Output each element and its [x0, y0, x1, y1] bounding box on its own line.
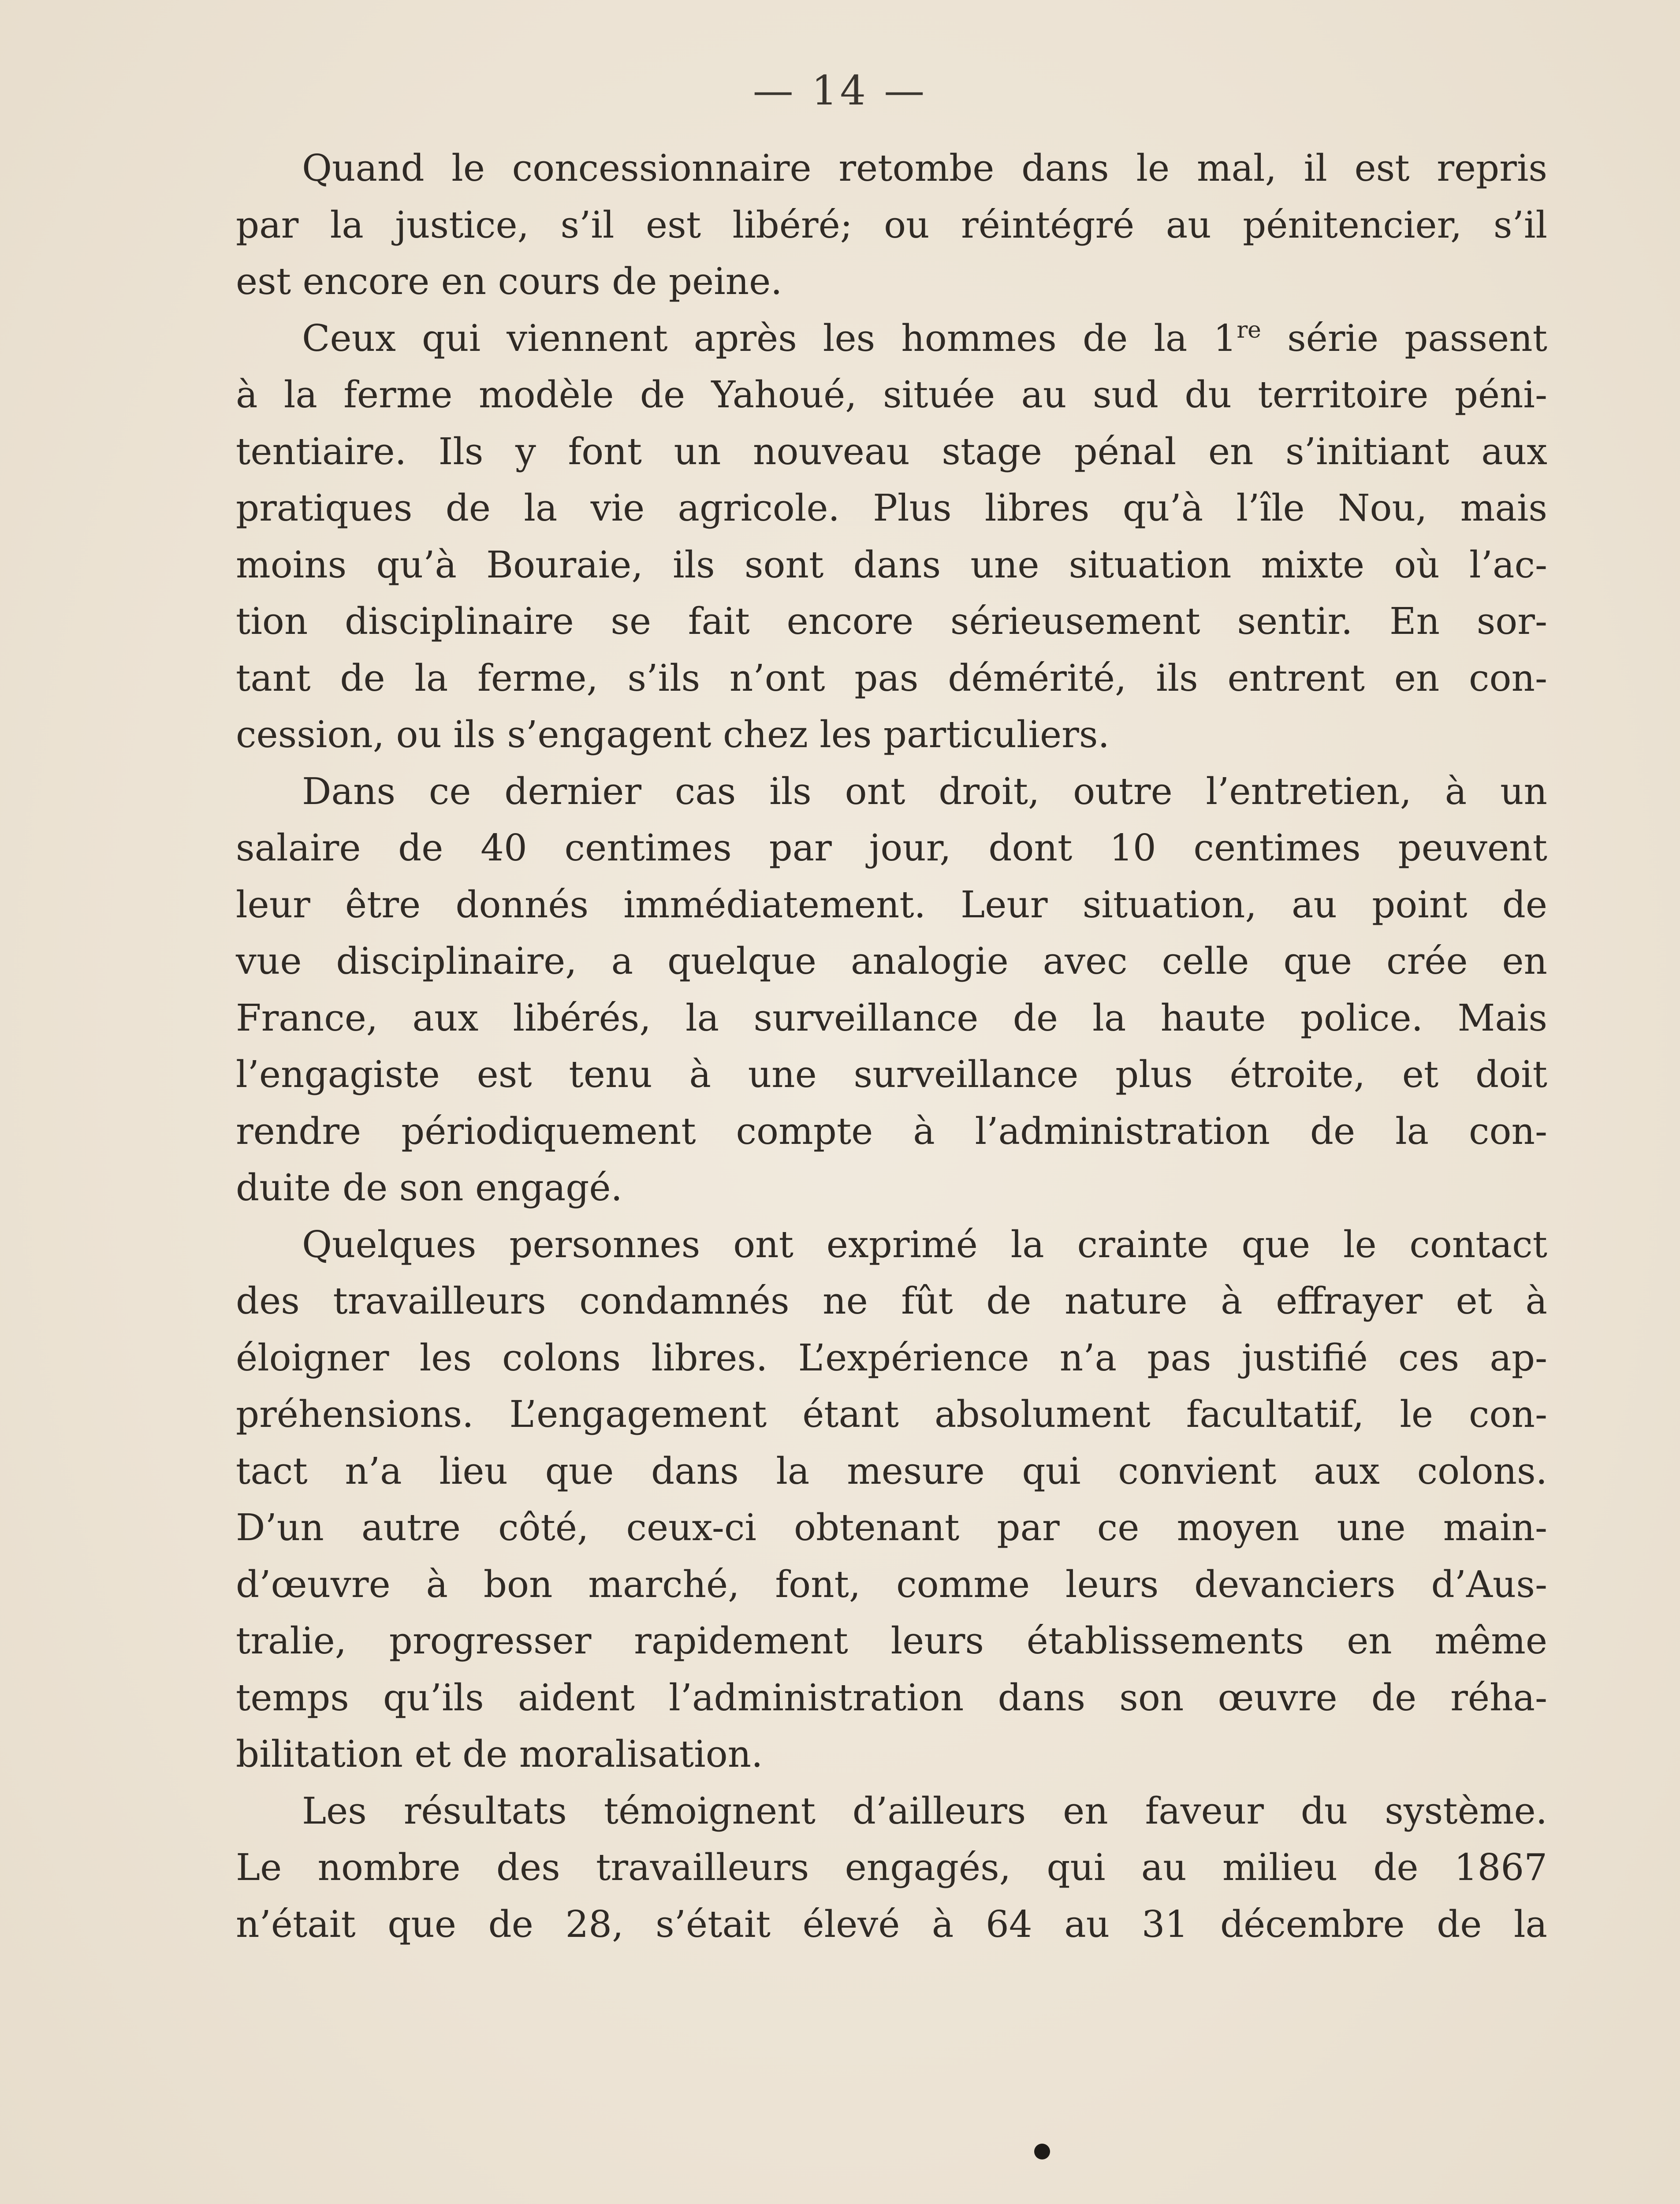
- text-segment: Ceux qui viennent après les hommes de la 1: [302, 316, 1237, 360]
- text-line: tact n’a lieu que dans la mesure qui convient aux colons.: [236, 1449, 1547, 1493]
- text-line: bilitation et de moralisation.: [236, 1733, 763, 1776]
- body-text: [236, 140, 1547, 1953]
- text-line: pratiques de la vie agricole. Plus libres qu’à l’île Nou, mais: [236, 487, 1547, 529]
- text-line: Quand le concessionnaire retombe dans le mal, il est repris: [302, 147, 1547, 190]
- text-line: D’un autre côté, ceux-ci obtenant par ce moyen une main-: [236, 1506, 1547, 1549]
- text-line: Le nombre des travailleurs engagés, qui au milieu de 1867: [236, 1846, 1547, 1889]
- text-line: salaire de 40 centimes par jour, dont 10 centimes peuvent: [236, 826, 1547, 869]
- text-line: préhensions. L’engagement étant absolument facultatif, le con-: [236, 1393, 1547, 1436]
- text-line: France, aux libérés, la surveillance de la haute police. Mais: [236, 996, 1547, 1039]
- text-line: tentiaire. Ils y font un nouveau stage pénal en s’initiant aux: [236, 430, 1547, 473]
- text-line: par la justice, s’il est libéré; ou réintégré au pénitencier, s’il: [236, 203, 1547, 246]
- text-line: temps qu’ils aident l’administration dans son œuvre de réha-: [236, 1676, 1547, 1719]
- text-line: d’œuvre à bon marché, font, comme leurs devanciers d’Aus-: [236, 1563, 1547, 1606]
- text-line: vue disciplinaire, a quelque analogie avec celle que crée en: [236, 940, 1547, 983]
- text-line: l’engagiste est tenu à une surveillance plus étroite, et doit: [236, 1053, 1547, 1096]
- text-line: éloigner les colons libres. L’expérience n’a pas justifié ces ap-: [236, 1336, 1547, 1379]
- text-line: Les résultats témoignent d’ailleurs en faveur du système.: [302, 1789, 1547, 1832]
- text-segment: série passent: [1261, 316, 1547, 360]
- page-number: — 14 —: [752, 67, 928, 114]
- text-line: tant de la ferme, s’ils n’ont pas démérité, ils entrent en con-: [236, 656, 1547, 700]
- text-line: tralie, progresser rapidement leurs établissements en même: [236, 1619, 1547, 1662]
- text-line: n’était que de 28, s’était élevé à 64 au 31 décembre de la: [236, 1902, 1547, 1946]
- text-line: des travailleurs condamnés ne fût de nature à effrayer et à: [236, 1280, 1547, 1322]
- text-line: Dans ce dernier cas ils ont droit, outre l’entretien, à un: [302, 770, 1547, 813]
- text-line: moins qu’à Bouraie, ils sont dans une situation mixte où l’ac-: [236, 543, 1547, 586]
- text-line: est encore en cours de peine.: [236, 260, 782, 303]
- text-line: [236, 310, 1547, 367]
- text-line: tion disciplinaire se fait encore sérieusement sentir. En sor-: [236, 600, 1547, 643]
- text-line: leur être donnés immédiatement. Leur situation, au point de: [236, 883, 1547, 926]
- text-line: cession, ou ils s’engagent chez les particuliers.: [236, 713, 1110, 756]
- superscript: re: [1237, 316, 1261, 343]
- text-line: à la ferme modèle de Yahoué, située au sud du territoire péni-: [236, 373, 1547, 416]
- text-line: rendre périodiquement compte à l’administration de la con-: [236, 1109, 1547, 1153]
- text-line: duite de son engagé.: [236, 1166, 622, 1209]
- text-line: Quelques personnes ont exprimé la crainte que le contact: [302, 1223, 1547, 1266]
- ink-dot: [1034, 2144, 1050, 2159]
